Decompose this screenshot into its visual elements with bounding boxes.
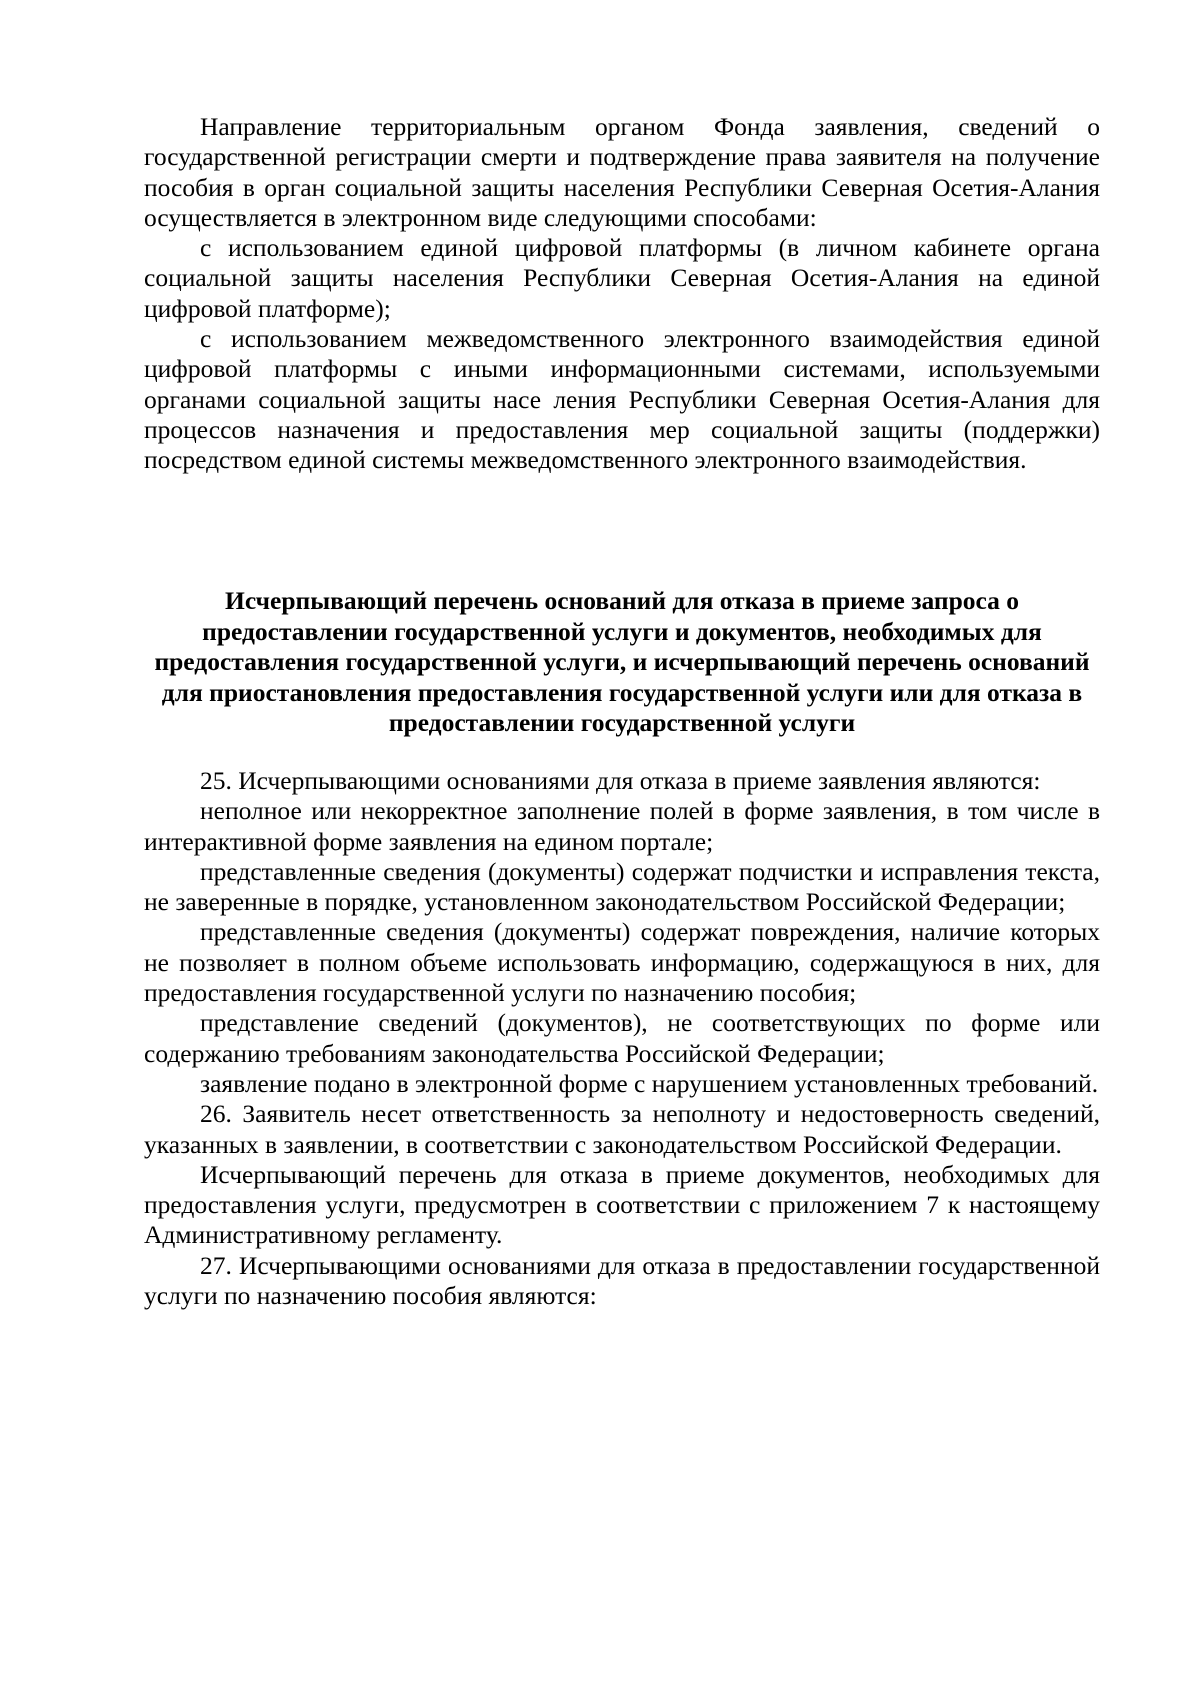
paragraph: 26. Заявитель несет ответственность за неполноту и недостоверность сведений, указанных в заявлении, в соответствии с законодательством Российской Федерации. (144, 1099, 1100, 1159)
section-top (144, 112, 1100, 476)
paragraph: представленные сведения (документы) содержат подчистки и исправления текста, не заверенные в порядке, установленном законодательством Российской Федерации; (144, 856, 1100, 917)
paragraph: заявление подано в электронной форме с нарушением установленных требований. (200, 1068, 1099, 1098)
section-bottom (144, 766, 1100, 1311)
paragraph: Исчерпывающий перечень для отказа в приеме документов, необходимых для предоставления услуги, предусмотрен в соответствии с приложением 7 к настоящему Административному регламенту. (144, 1159, 1100, 1250)
paragraph: 25. Исчерпывающими основаниями для отказа в приеме заявления являются: (200, 766, 1041, 795)
paragraph: представление сведений (документов), не соответствующих по форме или содержанию требованиям законодательства Российской Федерации; (144, 1008, 1100, 1068)
section-heading-block (144, 586, 1100, 739)
paragraph: 27. Исчерпывающими основаниями для отказа в предоставлении государственной услуги по назначению пособия являются: (144, 1250, 1100, 1311)
section-heading: Исчерпывающий перечень оснований для отказа в приеме запроса о предоставлении государственной услуги и документов, необходимых для предоставления государственной услуги, и исчерпывающий перечень оснований для приостановления предоставления государственной услуги или для отказа в предоставлении государственной услуги (154, 586, 1090, 737)
paragraph: неполное или некорректное заполнение полей в форме заявления, в том числе в интерактивной форме заявления на едином портале; (144, 796, 1100, 856)
paragraph: с использованием единой цифровой платформы (в личном кабинете органа социальной защиты населения Республики Северная Осетия-Алания на единой цифровой платформе); (144, 233, 1100, 323)
paragraph: представленные сведения (документы) содержат повреждения, наличие которых не позволяет в полном объеме использовать информацию, содержащуюся в них, для предоставления государственной услуги по назначению пособия; (144, 917, 1100, 1008)
paragraph: с использованием межведомственного электронного взаимодействия единой цифровой платформы с иными информационными системами, используемыми органами социальной защиты насе ления Республики Северная Осетия-Алания для процессов назначения и предоставления мер социальной защиты (поддержки) посредством единой системы межведомственного электронного взаимодействия. (144, 324, 1100, 475)
paragraph: Направление территориальным органом Фонда заявления, сведений о государственной регистрации смерти и подтверждение права заявителя на получение пособия в орган социальной защиты населения Республики Северная Осетия-Алания осуществляется в электронном виде следующими способами: (144, 112, 1100, 232)
